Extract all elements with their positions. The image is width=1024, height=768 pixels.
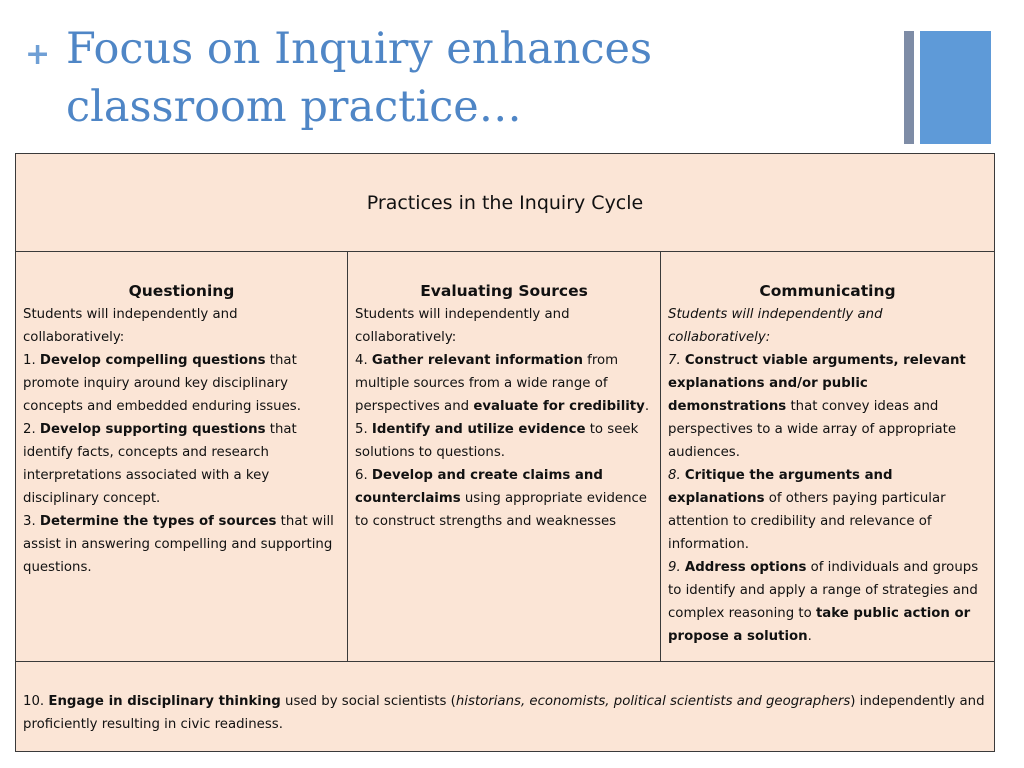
item-text: that will assist in answering compelling and supporting questions. <box>23 514 334 575</box>
decorative-bar-thin <box>904 31 914 144</box>
item-number: 2. <box>23 422 40 437</box>
practice-item-4 <box>355 349 653 418</box>
item-text: that identify facts, concepts and research interpretations associated with a key disciplinary concept. <box>23 422 297 506</box>
item-emphasis: Develop supporting questions <box>39 422 266 437</box>
questioning-column <box>16 252 348 661</box>
item-text: . <box>807 629 812 644</box>
communicating-heading: Communicating <box>759 282 896 300</box>
evaluating-sources-heading: Evaluating Sources <box>420 282 588 300</box>
table-header: Practices in the Inquiry Cycle <box>16 154 994 252</box>
item-text: that promote inquiry around key disciplinary concepts and embedded enduring issues. <box>23 353 301 414</box>
table-footer <box>16 662 994 751</box>
practice-item-3 <box>23 510 340 579</box>
item-emphasis: Address options <box>684 560 807 575</box>
item-text: to seek solutions to questions. <box>355 422 639 460</box>
practice-item-2 <box>23 418 340 510</box>
plus-icon: + <box>25 37 51 72</box>
item-number: 9. <box>668 560 685 575</box>
communicating-intro: Students will independently and collaboratively: <box>668 307 883 345</box>
item-text: using appropriate evidence to construct strengths and weaknesses <box>355 491 647 529</box>
practice-item-1 <box>23 349 340 418</box>
item-emphasis: take public action or propose a solution <box>668 606 971 644</box>
item-number: 3. <box>23 514 40 529</box>
practice-item-7 <box>668 349 987 464</box>
item-text: of others paying particular attention to credibility and relevance of information. <box>668 491 946 552</box>
practice-item-5 <box>355 418 653 464</box>
item-italic-text: historians, economists, political scientists and geographers <box>455 694 851 709</box>
practice-item-9 <box>668 556 987 648</box>
item-number: 6. <box>355 468 372 483</box>
item-emphasis: Determine the types of sources <box>39 514 277 529</box>
communicating-column <box>661 252 994 661</box>
item-text: ) independently and proficiently resulting in civic readiness. <box>23 694 985 732</box>
item-emphasis: Critique the arguments and explanations <box>668 468 893 506</box>
slide-title-line-2: classroom practice… <box>66 82 522 132</box>
slide-title <box>66 20 652 136</box>
inquiry-cycle-table <box>15 153 995 752</box>
evaluating-intro: Students will independently and collaboratively: <box>355 307 570 345</box>
questioning-intro: Students will independently and collaboratively: <box>23 307 238 345</box>
decorative-bar-thick <box>920 31 991 144</box>
item-text: from multiple sources from a wide range of perspectives and <box>355 353 619 414</box>
item-emphasis: Engage in disciplinary thinking <box>48 694 281 709</box>
item-number: 5. <box>355 422 372 437</box>
item-text: . <box>644 399 650 414</box>
item-number: 10. <box>23 694 49 709</box>
item-number: 4. <box>355 353 372 368</box>
item-emphasis: Construct viable arguments, relevant explanations and/or public demonstrations <box>668 353 966 414</box>
item-number: 8. <box>668 468 685 483</box>
evaluating-sources-column <box>348 252 661 661</box>
item-text: of individuals and groups to identify and apply a range of strategies and complex reasoning to <box>668 560 979 621</box>
practice-item-6 <box>355 464 653 533</box>
practice-columns <box>16 252 994 662</box>
item-text: that convey ideas and perspectives to a wide array of appropriate audiences. <box>668 399 957 460</box>
item-emphasis: Develop and create claims and counterclaims <box>355 468 603 506</box>
item-number: 7. <box>668 353 685 368</box>
item-emphasis: Develop compelling questions <box>39 353 266 368</box>
slide-title-line-1: Focus on Inquiry enhances <box>66 24 653 74</box>
questioning-heading: Questioning <box>128 282 235 300</box>
item-emphasis: evaluate for credibility <box>473 399 645 414</box>
item-emphasis: Gather relevant information <box>371 353 583 368</box>
item-text: used by social scientists ( <box>280 694 456 709</box>
item-number: 1. <box>23 353 40 368</box>
practice-item-8 <box>668 464 987 556</box>
item-emphasis: Identify and utilize evidence <box>371 422 586 437</box>
